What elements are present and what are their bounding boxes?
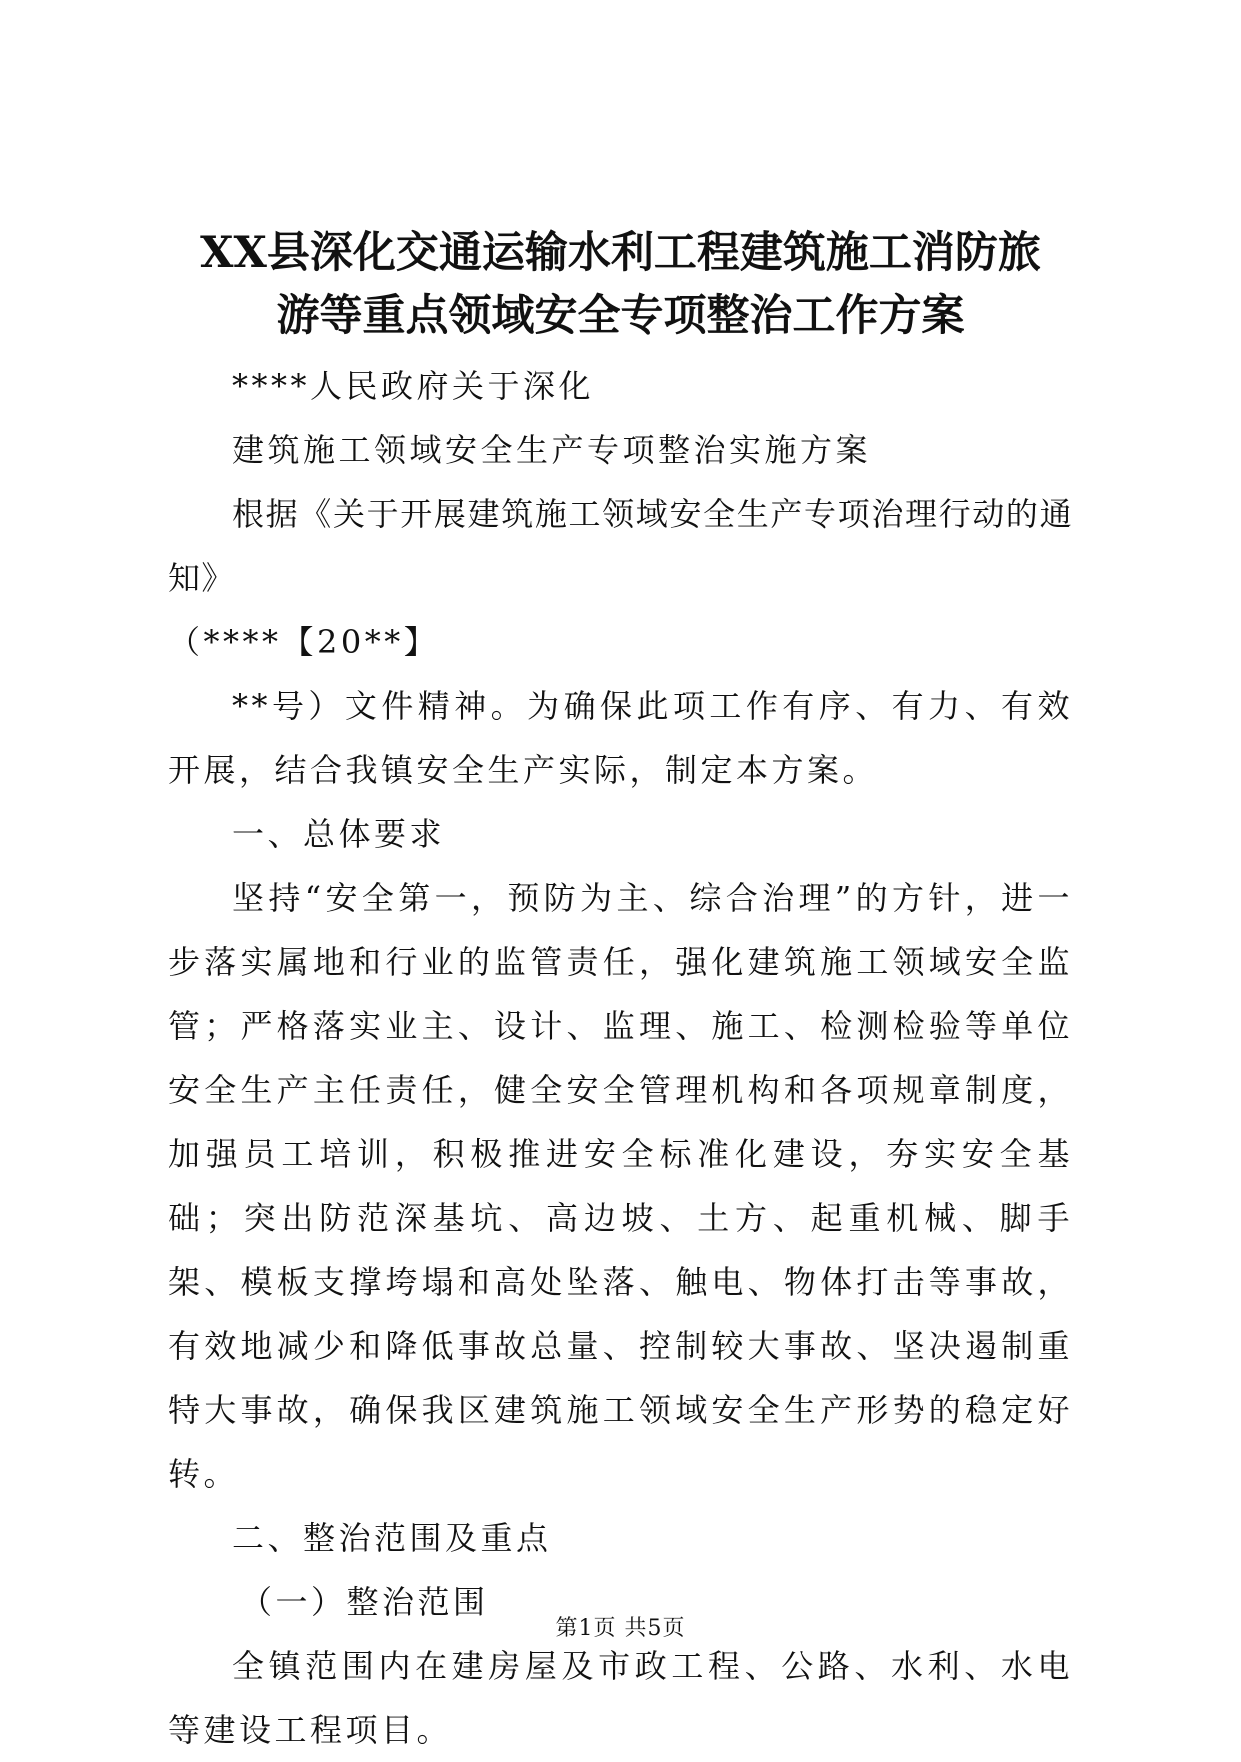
requirements-paragraph: 坚持“安全第一，预防为主、综合治理”的方针，进一步落实属地和行业的监管责任，强化建筑施工领域安全监管；严格落实业主、设计、监理、施工、检测检验等单位安全生产主任责任，健全安全管理机构和各项规章制度，加强员工培训，积极推进安全标准化建设，夯实安全基础；突出防范深基坑、高边坡、土方、起重机械、脚手架、模板支撑垮塌和高处坠落、触电、物体打击等事故，有效地减少和降低事故总量、控制较大事故、坚决遏制重特大事故，确保我区建筑施工领域安全生产形势的稳定好转。	[168, 879, 1073, 1493]
subsection-heading-1: （一）整治范围	[240, 1583, 489, 1621]
title-line-1: XX县深化交通运输水利工程建筑施工消防旅	[200, 228, 1041, 278]
document-body	[168, 354, 1073, 1762]
section-heading-2: 二、整治范围及重点	[232, 1519, 552, 1557]
document-title	[150, 222, 1091, 348]
document-number-line: （****【20**】	[168, 623, 440, 661]
issuer-line: ****人民政府关于深化	[232, 367, 595, 405]
page-number-footer: 第1页 共5页	[555, 1616, 686, 1641]
title-line-2: 游等重点领域安全专项整治工作方案	[276, 291, 965, 341]
subtitle-line: 建筑施工领域安全生产专项整治实施方案	[232, 431, 872, 469]
scope-paragraph: 全镇范围内在建房屋及市政工程、公路、水利、水电等建设工程项目。	[168, 1647, 1073, 1749]
basis-paragraph: 根据《关于开展建筑施工领域安全生产专项治理行动的通知》	[168, 495, 1073, 597]
purpose-paragraph: **号）文件精神。为确保此项工作有序、有力、有效开展，结合我镇安全生产实际，制定本方案。	[168, 687, 1073, 789]
section-heading-1: 一、总体要求	[232, 815, 446, 853]
